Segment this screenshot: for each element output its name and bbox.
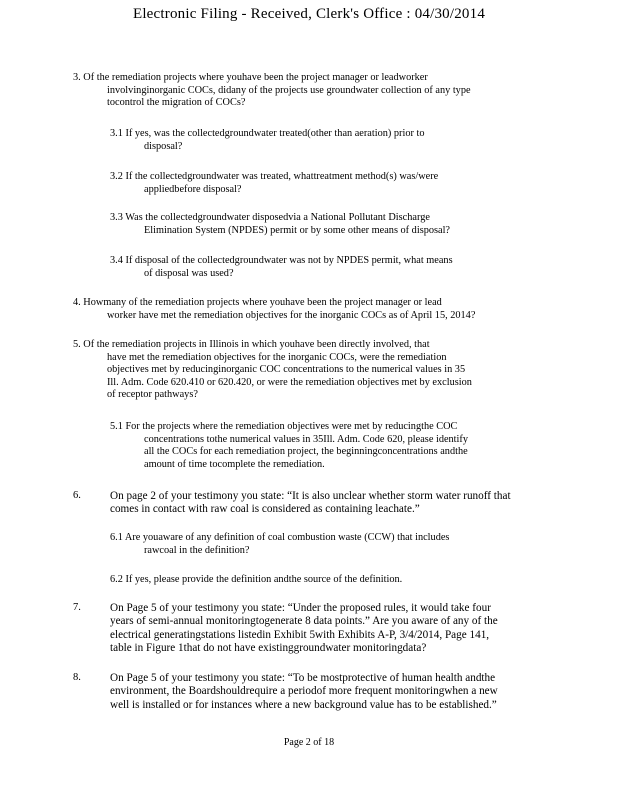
question-6-1 [110,532,540,557]
question-3-2-line-2: appliedbefore disposal? [144,183,242,195]
question-6-line-2: comes in contact with raw coal is considered as containing leachate.” [110,503,420,516]
question-3 [73,72,543,110]
question-7-line-4: table in Figure 1that do not have existinggroundwater monitoringdata? [110,642,427,655]
question-6-1-line-2: rawcoal in the definition? [144,544,250,556]
filing-header: Electronic Filing - Received, Clerk's Office : 04/30/2014 [132,6,486,22]
question-3-line-1: 3. Of the remediation projects where youhave been the project manager or leadworker [73,72,428,83]
question-5-1 [110,421,540,471]
question-7-number: 7. [73,602,81,613]
question-6-2-line-1: 6.2 If yes, please provide the definition andthe source of the definition. [110,574,403,585]
question-5 [73,339,543,402]
question-6-1-line-1: 6.1 Are youaware of any definition of coal combustion waste (CCW) that includes [110,532,450,543]
question-7 [110,602,550,656]
question-5-1-line-4: amount of time tocomplete the remediation. [144,458,325,470]
question-6-number: 6. [73,490,81,501]
question-5-line-3: objectives met by reducinginorganic COC concentrations to the numerical values in 35 [107,364,466,376]
question-8-number: 8. [73,672,81,683]
question-3-2 [110,171,540,196]
question-4-line-1: 4. Howmany of the remediation projects where youhave been the project manager or lead [73,297,442,308]
question-3-1-line-2: disposal? [144,140,183,152]
question-8-line-2: environment, the Boardshouldrequire a periodof more frequent monitoringwhen a new [110,685,498,698]
question-3-line-2: involvinginorganic COCs, didany of the projects use groundwater collection of any type [107,84,471,96]
question-3-3 [110,212,540,237]
question-5-1-line-2: concentrations tothe numerical values in 35Ill. Adm. Code 620, please identify [144,433,468,445]
question-5-1-line-1: 5.1 For the projects where the remediation objectives were met by reducingthe COC [110,421,458,432]
question-3-1-line-1: 3.1 If yes, was the collectedgroundwater treated(other than aeration) prior to [110,128,425,139]
question-8-line-3: well is installed or for instances where a new background value has to be established.” [110,698,497,711]
question-5-line-2: have met the remediation objectives for the inorganic COCs, were the remediation [107,351,447,363]
question-3-line-3: tocontrol the migration of COCs? [107,97,246,109]
question-3-2-line-1: 3.2 If the collectedgroundwater was treated, whattreatment method(s) was/were [110,171,439,182]
question-3-3-line-2: Elimination System (NPDES) permit or by some other means of disposal? [144,224,451,236]
question-3-1 [110,128,540,153]
question-5-line-5: of receptor pathways? [107,389,198,401]
question-3-4-line-2: of disposal was used? [144,267,234,279]
question-4-line-2: worker have met the remediation objectives for the inorganic COCs as of April 15, 2014? [107,309,476,321]
question-3-4 [110,255,540,280]
question-7-line-1: On Page 5 of your testimony you state: “Under the proposed rules, it would take four [110,602,491,614]
question-6 [110,490,550,517]
page-number: Page 2 of 18 [283,737,335,748]
question-8-line-1: On Page 5 of your testimony you state: “To be mostprotective of human health andthe [110,672,496,684]
question-7-line-2: years of semi-annual monitoringtogenerate 8 data points.” Are you aware of any of the [110,615,498,628]
question-8 [110,672,550,712]
question-5-line-4: Ill. Adm. Code 620.410 or 620.420, or were the remediation objectives met by exclusion [107,376,472,388]
question-7-line-3: electrical generatingstations listedin Exhibit 5with Exhibits A-P, 3/4/2014, Page 141, [110,628,490,641]
question-3-4-line-1: 3.4 If disposal of the collectedgroundwater was not by NPDES permit, what means [110,255,453,266]
question-4 [73,297,543,322]
question-6-2 [110,574,540,587]
question-5-line-1: 5. Of the remediation projects in Illinois in which youhave been directly involved, that [73,339,430,350]
question-5-1-line-3: all the COCs for each remediation project, the beginningconcentrations andthe [144,446,468,458]
question-6-line-1: On page 2 of your testimony you state: “It is also unclear whether storm water runoff that [110,490,511,502]
question-3-3-line-1: 3.3 Was the collectedgroundwater disposedvia a National Pollutant Discharge [110,212,430,223]
